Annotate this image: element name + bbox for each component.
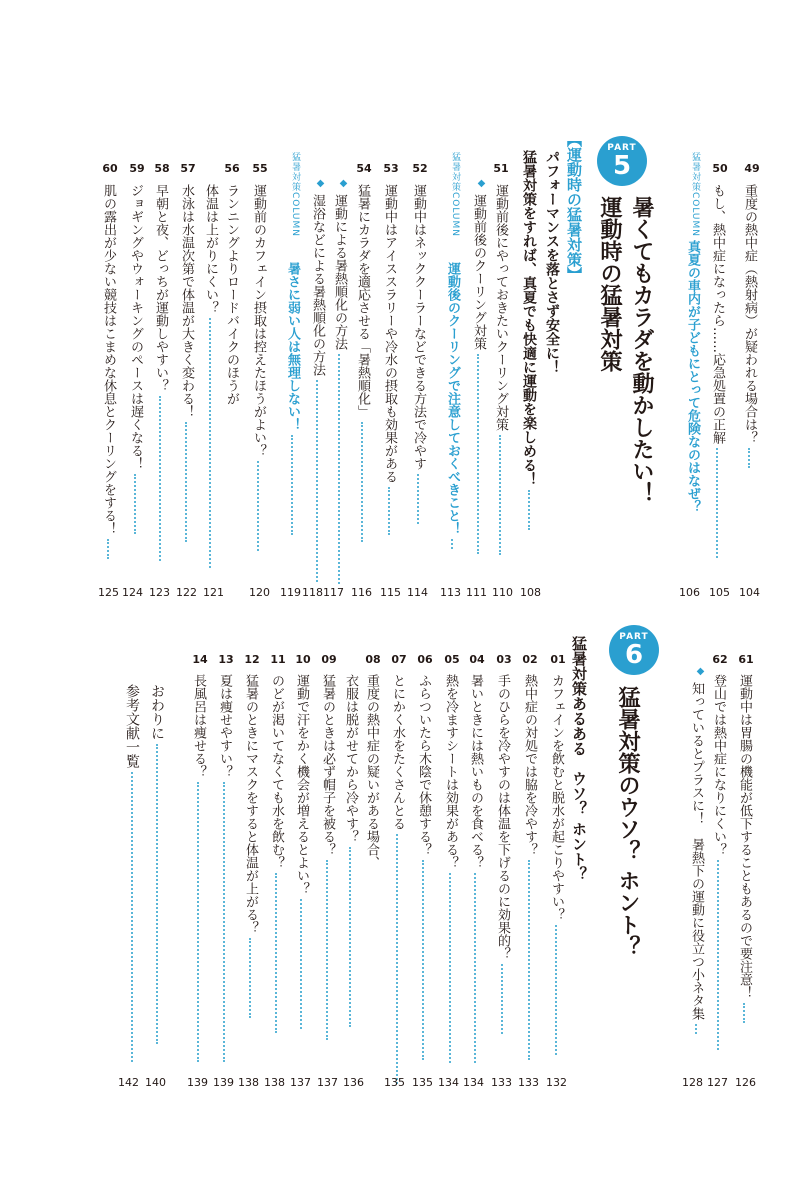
page-number: 135 xyxy=(412,1076,433,1089)
leader-dots xyxy=(209,318,211,568)
toc-entry[interactable] xyxy=(125,684,139,1065)
toc-subentry[interactable] xyxy=(690,682,703,1037)
part-title: 猛暑対策のウソ？ ホント？ xyxy=(615,686,640,958)
page-number: 135 xyxy=(384,1076,405,1089)
toc-entry[interactable] xyxy=(365,674,378,869)
entry-title: 夏は痩せやすい？ xyxy=(217,674,232,778)
entry-title: 猛暑のときにマスクをすると体温が上がる？ xyxy=(243,674,258,934)
page-number: 111 xyxy=(466,586,487,599)
part-title: 暑くてもカラダを動かしたい！ xyxy=(629,196,654,504)
leader-dots xyxy=(555,925,557,1055)
page-number: 113 xyxy=(440,586,461,599)
toc-entry[interactable] xyxy=(743,184,756,594)
entry-title: 肌の露出が少ない競技はこまめな休息とクーリングをする！ xyxy=(101,184,116,535)
entry-title: 運動前後にやっておきたいクーリング対策 xyxy=(493,184,508,431)
column-label: 猛暑対策COLUMN xyxy=(450,152,460,238)
leader-dots xyxy=(396,834,398,1084)
part-badge xyxy=(609,625,659,675)
entry-title: 登山では熱中症になりにくい？ xyxy=(711,674,726,856)
toc-entry[interactable] xyxy=(494,184,507,558)
entry-number: 62 xyxy=(712,653,728,666)
toc-entry[interactable] xyxy=(469,674,482,1066)
part-badge xyxy=(597,136,647,186)
entry-number: 07 xyxy=(391,653,407,666)
entry-number: 55 xyxy=(252,162,268,175)
section-lead-text: 猛暑対策をすれば、真夏でも快適に運動を楽しめる！ xyxy=(521,150,537,486)
page-number: 138 xyxy=(238,1076,259,1089)
page-number: 108 xyxy=(520,586,541,599)
part-number: 6 xyxy=(624,640,644,670)
toc-entry[interactable] xyxy=(391,674,404,1087)
entry-number: 04 xyxy=(469,653,485,666)
toc-entry[interactable] xyxy=(711,184,724,561)
leader-dots xyxy=(349,847,351,1027)
page-number: 128 xyxy=(682,1076,703,1089)
entry-number: 03 xyxy=(496,653,512,666)
page-number: 117 xyxy=(323,586,344,599)
column-title[interactable] xyxy=(446,262,459,552)
toc-entry[interactable] xyxy=(244,674,257,1021)
page-number: 134 xyxy=(438,1076,459,1089)
toc-entry[interactable] xyxy=(252,184,265,554)
entry-number: 57 xyxy=(180,162,196,175)
entry-number: 14 xyxy=(192,653,208,666)
column-title-text: 真夏の車内が子どもにとって危険なのはなぜ？ xyxy=(685,240,700,513)
leader-dots xyxy=(197,782,199,1062)
leader-dots xyxy=(695,1024,697,1034)
entry-number: 52 xyxy=(412,162,428,175)
leader-dots xyxy=(291,435,293,535)
leader-dots xyxy=(185,422,187,542)
entry-number: 61 xyxy=(738,653,754,666)
toc-entry[interactable] xyxy=(496,674,509,1037)
section-heading: 猛暑対策あるある ウソ？ ホント？ xyxy=(570,636,588,882)
entry-title: 熱を冷ますシートは効果がある？ xyxy=(443,674,458,869)
leader-dots xyxy=(316,380,318,582)
section-lead: パフォーマンスを落とさず安全に！ xyxy=(544,150,560,374)
toc-entry[interactable] xyxy=(412,184,425,527)
entry-title: 猛暑にカラダを適応させる「暑熱順化」 xyxy=(355,184,370,418)
column-title-text: 運動後のクーリングで注意しておくべきこと！ xyxy=(445,262,460,535)
entry-number: 10 xyxy=(295,653,311,666)
toc-entry[interactable] xyxy=(383,184,396,538)
leader-dots xyxy=(338,354,340,584)
leader-dots xyxy=(422,860,424,1060)
leader-dots xyxy=(528,860,530,1060)
leader-dots xyxy=(501,964,503,1034)
entry-number: 06 xyxy=(417,653,433,666)
entry-title: 猛暑のときは必ず帽子を被る？ xyxy=(320,674,335,856)
toc-subentry[interactable] xyxy=(311,194,324,585)
column-title[interactable] xyxy=(286,262,299,538)
leader-dots xyxy=(257,461,259,551)
entry-number: 01 xyxy=(550,653,566,666)
part-label: PART xyxy=(607,143,637,153)
toc-entry-cont[interactable] xyxy=(344,674,357,1030)
toc-subentry[interactable] xyxy=(472,194,485,557)
toc-entry[interactable] xyxy=(154,184,167,564)
leader-dots xyxy=(743,1003,745,1023)
entry-number: 53 xyxy=(383,162,399,175)
entry-number: 08 xyxy=(365,653,381,666)
toc-subentry[interactable] xyxy=(333,194,346,587)
entry-number: 60 xyxy=(102,162,118,175)
page-number: 142 xyxy=(118,1076,139,1089)
entry-title: 運動中はネッククーラーなどできる方法で冷やす xyxy=(411,184,426,470)
leader-dots xyxy=(223,782,225,1062)
page-number: 132 xyxy=(546,1076,567,1089)
leader-dots xyxy=(499,435,501,555)
entry-title: とにかく水をたくさんとる xyxy=(390,674,405,830)
column-label: 猛暑対策COLUMN xyxy=(690,152,700,238)
drop-icon: ◆ xyxy=(338,178,349,189)
page-number: 139 xyxy=(187,1076,208,1089)
leader-dots xyxy=(300,899,302,1029)
leader-dots xyxy=(474,873,476,1063)
page-number: 110 xyxy=(492,586,513,599)
entry-title: おわりに xyxy=(149,684,165,740)
leader-dots xyxy=(131,772,133,1062)
toc-entry[interactable] xyxy=(738,674,751,1026)
page-number: 121 xyxy=(203,586,224,599)
page-number: 133 xyxy=(518,1076,539,1089)
entry-title: 衣服は脱がせてから冷やす？ xyxy=(343,674,358,843)
toc-entry[interactable] xyxy=(417,674,430,1063)
page-number: 115 xyxy=(380,586,401,599)
entry-title: 重度の熱中症の疑いがある場合、 xyxy=(364,674,379,869)
toc-entry[interactable] xyxy=(129,184,142,537)
entry-number: 02 xyxy=(522,653,538,666)
toc-entry[interactable] xyxy=(295,674,308,1032)
page-number: 125 xyxy=(98,586,119,599)
section-lead[interactable] xyxy=(522,150,536,533)
toc-entry[interactable] xyxy=(356,184,369,545)
page-number: 137 xyxy=(290,1076,311,1089)
leader-dots xyxy=(361,422,363,542)
entry-number: 50 xyxy=(712,162,728,175)
column-title-text: 暑さに弱い人は無理しない！ xyxy=(285,262,300,431)
page-number: 123 xyxy=(149,586,170,599)
page-number: 104 xyxy=(739,586,760,599)
entry-title: 運動前のカフェイン摂取は控えたほうがよい？ xyxy=(251,184,266,457)
page-number: 124 xyxy=(122,586,143,599)
page-number: 126 xyxy=(735,1076,756,1089)
entry-number: 59 xyxy=(129,162,145,175)
entry-number: 56 xyxy=(224,162,240,175)
leader-dots xyxy=(717,860,719,1050)
drop-icon: ◆ xyxy=(315,178,326,189)
leader-dots xyxy=(449,873,451,1063)
page-number: 136 xyxy=(343,1076,364,1089)
page-number: 105 xyxy=(709,586,730,599)
drop-icon: ◆ xyxy=(695,666,706,677)
entry-number: 51 xyxy=(493,162,509,175)
leader-dots xyxy=(134,474,136,534)
leader-dots xyxy=(156,744,158,1044)
toc-entry[interactable] xyxy=(180,184,193,545)
column-title[interactable] xyxy=(686,240,699,513)
toc-entry[interactable] xyxy=(321,674,334,1043)
leader-dots xyxy=(275,873,277,1033)
page-number: 137 xyxy=(317,1076,338,1089)
section-heading: 【運動時の猛暑対策】 xyxy=(565,132,583,282)
page-number: 106 xyxy=(679,586,700,599)
entry-title: ジョギングやウォーキングのペースは遅くなる！ xyxy=(128,184,143,470)
toc-entry[interactable] xyxy=(444,674,457,1066)
entry-title: 運動前後のクーリング対策 xyxy=(471,194,486,350)
page-number: 140 xyxy=(145,1076,166,1089)
entry-title: 暑いときには熱いものを食べる？ xyxy=(468,674,483,869)
page-number: 138 xyxy=(264,1076,285,1089)
entry-number: 58 xyxy=(154,162,170,175)
entry-number: 49 xyxy=(744,162,760,175)
entry-number: 54 xyxy=(356,162,372,175)
entry-title: カフェインを飲むと脱水が起こりやすい？ xyxy=(549,674,564,921)
entry-title: ランニングよりロードバイクのほうが xyxy=(224,184,239,405)
leader-dots xyxy=(417,474,419,524)
toc-entry[interactable] xyxy=(225,184,238,405)
entry-number: 05 xyxy=(444,653,460,666)
toc-entry[interactable] xyxy=(218,674,231,1065)
page-number: 116 xyxy=(351,586,372,599)
page-number: 134 xyxy=(463,1076,484,1089)
entry-title: 長風呂は痩せる？ xyxy=(191,674,206,778)
entry-number: 11 xyxy=(270,653,286,666)
part-subtitle: 運動時の猛暑対策 xyxy=(597,196,622,372)
leader-dots xyxy=(748,448,750,468)
page-number: 139 xyxy=(213,1076,234,1089)
leader-dots xyxy=(388,487,390,535)
entry-title: 参考文献一覧 xyxy=(124,684,140,768)
toc-entry[interactable] xyxy=(102,184,115,562)
toc-entry[interactable] xyxy=(712,674,725,1053)
entry-title: 運動による暑熱順化の方法 xyxy=(332,194,347,350)
page-number: 118 xyxy=(302,586,323,599)
entry-title: 運動で汗をかく機会が増えるとよい？ xyxy=(294,674,309,895)
page-number: 120 xyxy=(249,586,270,599)
page-number: 133 xyxy=(491,1076,512,1089)
entry-title: 手のひらを冷やすのは体温を下げるのに効果的？ xyxy=(495,674,510,960)
leader-dots xyxy=(249,938,251,1018)
column-label: 猛暑対策COLUMN xyxy=(290,152,300,238)
drop-icon: ◆ xyxy=(476,178,487,189)
part-number: 5 xyxy=(612,151,632,181)
toc-entry[interactable] xyxy=(523,674,536,1063)
page-number: 127 xyxy=(707,1076,728,1089)
entry-title: 運動中は胃腸の機能が低下することもあるので要注意！ xyxy=(737,674,752,999)
entry-title: 湿浴などによる暑熱順化の方法 xyxy=(310,194,325,376)
leader-dots xyxy=(716,448,718,558)
toc-entry[interactable] xyxy=(270,674,283,1036)
entry-title: 重度の熱中症（熱射病）が疑われる場合は？ xyxy=(742,184,757,444)
toc-entry[interactable] xyxy=(550,674,563,1058)
entry-number: 12 xyxy=(244,653,260,666)
part-label: PART xyxy=(619,632,649,642)
entry-title: ふらついたら木陰で休憩する？ xyxy=(416,674,431,856)
toc-entry[interactable] xyxy=(192,674,205,1065)
leader-dots xyxy=(451,539,453,549)
leader-dots xyxy=(107,539,109,559)
leader-dots xyxy=(326,860,328,1040)
toc-entry[interactable] xyxy=(150,684,164,1047)
entry-title: のどが渇いてなくても水を飲む？ xyxy=(269,674,284,869)
entry-title: 体温は上がりにくい？ xyxy=(203,184,218,314)
entry-title: 運動中はアイススラリーや冷水の摂取も効果がある xyxy=(382,184,397,483)
entry-title: 早朝と夜、どっちが運動しやすい？ xyxy=(153,184,168,392)
entry-title: 熱中症の対処では脇を冷やす？ xyxy=(522,674,537,856)
leader-dots xyxy=(477,354,479,554)
entry-number: 13 xyxy=(218,653,234,666)
page-number: 122 xyxy=(176,586,197,599)
entry-number: 09 xyxy=(321,653,337,666)
page-number: 119 xyxy=(280,586,301,599)
entry-title: 水泳は水温次第で体温が大きく変わる！ xyxy=(179,184,194,418)
leader-dots xyxy=(159,396,161,561)
page-number: 114 xyxy=(407,586,428,599)
entry-title: もし、熱中症になったら……応急処置の正解 xyxy=(710,184,725,444)
entry-title: 知っているとプラスに！ 暑熱下の運動に役立つ小ネタ集 xyxy=(689,682,704,1020)
toc-entry-cont[interactable] xyxy=(204,184,217,571)
leader-dots xyxy=(528,490,530,530)
